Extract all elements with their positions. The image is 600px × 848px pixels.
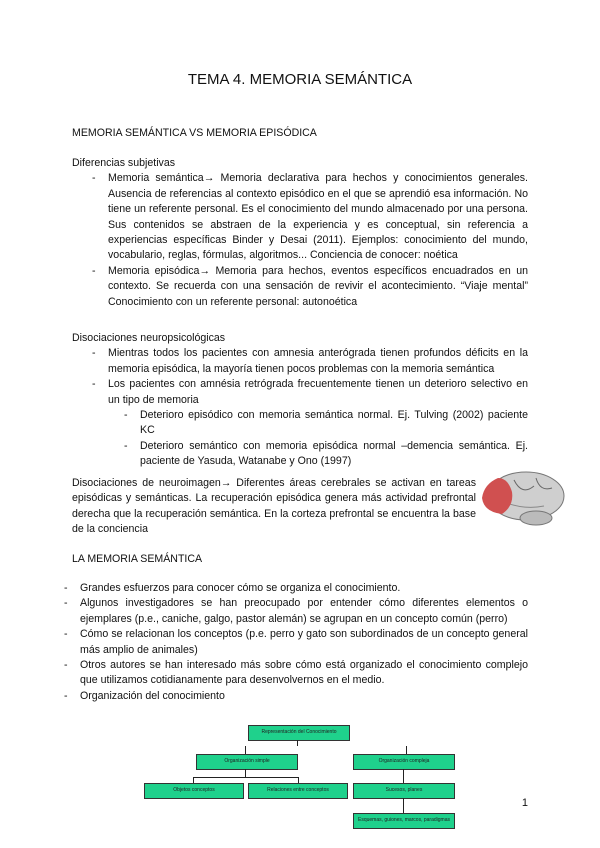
knowledge-diagram — [140, 715, 470, 835]
memoria-semantica-list — [80, 581, 528, 704]
diagram-node-esquemas: Esquemas, guiones, marcos, paradigmas — [353, 813, 455, 829]
diagram-node-root: Representación del Conocimiento — [248, 725, 350, 741]
list-item: - Algunos investigadores se han preocupado por entender cómo diferentes elementos o ejemplares (p.e., caniche, galgo, pastor alemán) se agrupan en un concepto común (perro) — [80, 596, 528, 627]
diagram-node-objetos: Objetos conceptos — [144, 783, 244, 799]
subheading: Diferencias subjetivas — [72, 157, 176, 169]
list-item: - Grandes esfuerzos para conocer cómo se organiza el conocimiento. — [80, 581, 528, 596]
disociaciones-block — [72, 331, 528, 470]
list-item: - Otros autores se han interesado más sobre cómo está organizado el conocimiento complejo que utilizamos cotidianamente para desenvolvernos en el medio. — [80, 658, 528, 689]
page-number: 1 — [521, 797, 528, 809]
diagram-node-compleja: Organización compleja — [353, 754, 455, 770]
subheading: Disociaciones neuropsicológicas — [72, 332, 226, 344]
diagram-node-simple: Organización simple — [196, 754, 298, 770]
sub-list-item: - Deterioro episódico con memoria semántica normal. Ej. Tulving (2002) paciente KC — [140, 408, 528, 439]
list-item: - Cómo se relacionan los conceptos (p.e. perro y gato son subordinados de un concepto general más amplio de animales) — [80, 627, 528, 658]
diagram-node-sucesos: Sucesos, planes — [353, 783, 455, 799]
list-item: - Mientras todos los pacientes con amnesia anterógrada tienen profundos déficits en la memoria episódica, la mayoría tienen pocos problemas con la memoria semántica — [108, 346, 528, 377]
section-heading: LA MEMORIA SEMÁNTICA — [72, 553, 203, 565]
list-item: - Memoria semántica→ Memoria declarativa para hechos y conocimientos generales. Ausencia de referencias al contexto episódico en el que se aprendió esa información. No tiene un referente personal. Es el conocimiento del mundo almacenado por una persona. Sus contenidos se abstraen de la experiencia y es conceptual, sin referencia a experiencias específicas Binder y Desai (2011). Ejemplos: conocimiento del mundo, vocabulario, reglas, fórmulas, algoritmos... Conciencia de conocer: noética — [108, 171, 528, 263]
section-heading: MEMORIA SEMÁNTICA VS MEMORIA EPISÓDICA — [72, 127, 317, 139]
neuroimagen-paragraph: Disociaciones de neuroimagen→ Diferentes áreas cerebrales se activan en tareas episódicas y semánticas. La recuperación episódica genera más actividad prefrontal derecha que la recuperación semántica. En la corteza prefrontal se encuentra la base de la conciencia — [72, 477, 476, 536]
list-item: - Memoria episódica→ Memoria para hechos, eventos específicos encuadrados en un contexto. Se recuerda con una sensación de revivir el acontecimiento. “Viaje mental” Conocimiento con un referente personal: autonoética — [108, 264, 528, 310]
page-title: TEMA 4. MEMORIA SEMÁNTICA — [187, 71, 413, 88]
brain-image — [474, 466, 566, 532]
list-item: - Organización del conocimiento — [80, 689, 528, 704]
diferencias-block — [72, 156, 528, 310]
sub-list-item: - Deterioro semántico con memoria episódica normal –demencia semántica. Ej. paciente de Yasuda, Watanabe y Ono (1997) — [140, 439, 528, 470]
diagram-node-relaciones: Relaciones entre conceptos — [248, 783, 348, 799]
list-item: - Los pacientes con amnésia retrógrada frecuentemente tienen un deterioro selectivo en un tipo de memoria — [108, 377, 528, 408]
